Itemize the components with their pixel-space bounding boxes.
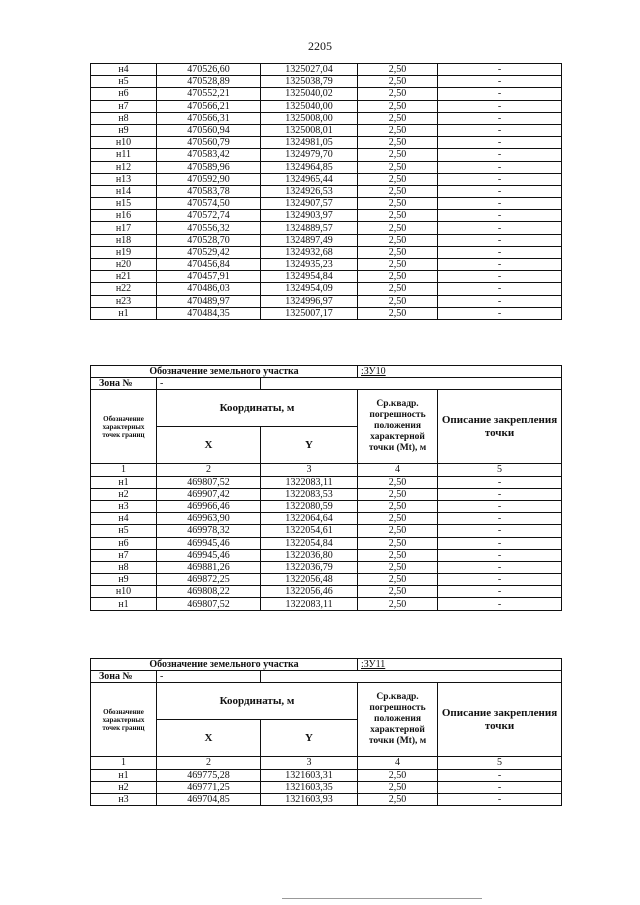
point-id-cell: н4 [91, 64, 157, 76]
x-cell: 470552,21 [157, 88, 261, 100]
point-id-cell: н2 [91, 488, 157, 500]
x-cell: 469978,32 [157, 525, 261, 537]
error-cell: 2,50 [358, 173, 438, 185]
point-id-cell: н21 [91, 271, 157, 283]
point-id-cell: н22 [91, 283, 157, 295]
point-id-cell: н15 [91, 198, 157, 210]
col-number: 1 [91, 757, 157, 769]
y-cell: 1324954,09 [261, 283, 358, 295]
error-cell: 2,50 [358, 76, 438, 88]
error-cell: 2,50 [358, 112, 438, 124]
table-row [91, 173, 562, 185]
description-cell: - [438, 561, 562, 573]
point-id-cell: н23 [91, 295, 157, 307]
error-cell: 2,50 [358, 781, 438, 793]
error-cell: 2,50 [358, 769, 438, 781]
plot-code: :ЗУ11 [358, 659, 562, 671]
table-row [91, 210, 562, 222]
y-cell: 1325008,00 [261, 112, 358, 124]
table-row [91, 149, 562, 161]
point-id-cell: н18 [91, 234, 157, 246]
y-cell: 1322036,80 [261, 549, 358, 561]
y-cell: 1322080,59 [261, 500, 358, 512]
description-cell: - [438, 793, 562, 805]
description-cell: - [438, 137, 562, 149]
point-id-cell: н7 [91, 549, 157, 561]
table-row [91, 500, 562, 512]
y-cell: 1324903,97 [261, 210, 358, 222]
x-cell: 469872,25 [157, 574, 261, 586]
description-cell: - [438, 124, 562, 136]
description-cell: - [438, 598, 562, 610]
point-id-cell: н2 [91, 781, 157, 793]
x-cell: 470457,91 [157, 271, 261, 283]
x-cell: 469881,26 [157, 561, 261, 573]
y-cell: 1322083,11 [261, 598, 358, 610]
point-id-cell: н10 [91, 586, 157, 598]
error-cell: 2,50 [358, 100, 438, 112]
y-cell: 1325027,04 [261, 64, 358, 76]
y-cell: 1324981,05 [261, 137, 358, 149]
col-number: 5 [438, 464, 562, 476]
point-id-cell: н17 [91, 222, 157, 234]
col-number: 2 [157, 757, 261, 769]
description-cell: - [438, 210, 562, 222]
y-cell: 1322083,11 [261, 476, 358, 488]
y-cell: 1322054,61 [261, 525, 358, 537]
point-id-cell: н20 [91, 259, 157, 271]
error-cell: 2,50 [358, 210, 438, 222]
error-cell: 2,50 [358, 549, 438, 561]
point-id-cell: н9 [91, 124, 157, 136]
x-cell: 469945,46 [157, 549, 261, 561]
x-cell: 470566,31 [157, 112, 261, 124]
point-id-cell: н3 [91, 500, 157, 512]
table-row [91, 574, 562, 586]
x-cell: 469907,42 [157, 488, 261, 500]
table-row [91, 76, 562, 88]
description-cell: - [438, 222, 562, 234]
description-cell: - [438, 198, 562, 210]
error-cell: 2,50 [358, 246, 438, 258]
col-number: 3 [261, 464, 358, 476]
description-cell: - [438, 295, 562, 307]
error-cell: 2,50 [358, 537, 438, 549]
x-cell: 470526,60 [157, 64, 261, 76]
point-id-cell: н11 [91, 149, 157, 161]
y-cell: 1321603,31 [261, 769, 358, 781]
description-cell: - [438, 112, 562, 124]
description-header: Описание закрепления точки [438, 390, 562, 464]
plot-zu11-table [90, 658, 562, 806]
coordinates-header: Координаты, м [157, 683, 358, 720]
error-cell: 2,50 [358, 793, 438, 805]
error-cell: 2,50 [358, 161, 438, 173]
plot-zu10-table [90, 365, 562, 611]
plot-label: Обозначение земельного участка [91, 366, 358, 378]
description-cell: - [438, 586, 562, 598]
y-cell: 1324964,85 [261, 161, 358, 173]
x-cell: 469963,90 [157, 513, 261, 525]
point-id-cell: н8 [91, 112, 157, 124]
x-cell: 470583,42 [157, 149, 261, 161]
description-cell: - [438, 149, 562, 161]
table-row [91, 586, 562, 598]
error-cell: 2,50 [358, 525, 438, 537]
error-cell: 2,50 [358, 124, 438, 136]
description-cell: - [438, 513, 562, 525]
zone-value: - [157, 378, 261, 390]
table-row [91, 476, 562, 488]
point-id-cell: н1 [91, 476, 157, 488]
description-cell: - [438, 769, 562, 781]
scan-edge-line [282, 898, 482, 899]
y-cell: 1325038,79 [261, 76, 358, 88]
table-row [91, 283, 562, 295]
y-cell: 1322083,53 [261, 488, 358, 500]
zone-label: Зона № [91, 378, 157, 390]
y-cell: 1324897,49 [261, 234, 358, 246]
x-cell: 470560,79 [157, 137, 261, 149]
table-row [91, 307, 562, 319]
table-row [91, 88, 562, 100]
y-cell: 1322056,48 [261, 574, 358, 586]
y-cell: 1324996,97 [261, 295, 358, 307]
description-cell: - [438, 307, 562, 319]
error-cell: 2,50 [358, 476, 438, 488]
error-cell: 2,50 [358, 574, 438, 586]
error-cell: 2,50 [358, 500, 438, 512]
description-cell: - [438, 476, 562, 488]
x-cell: 470583,78 [157, 185, 261, 197]
table-row [91, 259, 562, 271]
error-cell: 2,50 [358, 271, 438, 283]
error-cell: 2,50 [358, 307, 438, 319]
y-cell: 1325008,01 [261, 124, 358, 136]
table-row [91, 537, 562, 549]
point-id-cell: н8 [91, 561, 157, 573]
x-cell: 470556,32 [157, 222, 261, 234]
point-id-cell: н3 [91, 793, 157, 805]
y-cell: 1321603,35 [261, 781, 358, 793]
point-id-cell: н5 [91, 76, 157, 88]
error-cell: 2,50 [358, 598, 438, 610]
description-cell: - [438, 100, 562, 112]
table-row [91, 137, 562, 149]
x-cell: 470486,03 [157, 283, 261, 295]
x-header: X [157, 427, 261, 464]
point-id-cell: н10 [91, 137, 157, 149]
y-cell: 1321603,93 [261, 793, 358, 805]
error-cell: 2,50 [358, 234, 438, 246]
y-cell: 1325040,02 [261, 88, 358, 100]
description-cell: - [438, 173, 562, 185]
description-cell: - [438, 574, 562, 586]
error-cell: 2,50 [358, 283, 438, 295]
table-row [91, 198, 562, 210]
coordinates-table-continued [90, 63, 562, 320]
x-cell: 469807,52 [157, 476, 261, 488]
description-header: Описание закрепления точки [438, 683, 562, 757]
x-cell: 470589,96 [157, 161, 261, 173]
x-header: X [157, 720, 261, 757]
description-cell: - [438, 88, 562, 100]
point-id-cell: н5 [91, 525, 157, 537]
y-header: Y [261, 720, 358, 757]
point-id-cell: н1 [91, 307, 157, 319]
plot-label: Обозначение земельного участка [91, 659, 358, 671]
col-number: 4 [358, 464, 438, 476]
y-cell: 1322054,84 [261, 537, 358, 549]
table-row [91, 513, 562, 525]
y-header: Y [261, 427, 358, 464]
table-row [91, 769, 562, 781]
point-id-cell: н14 [91, 185, 157, 197]
x-cell: 469966,46 [157, 500, 261, 512]
error-cell: 2,50 [358, 513, 438, 525]
table-row [91, 561, 562, 573]
x-cell: 469945,46 [157, 537, 261, 549]
x-cell: 469807,52 [157, 598, 261, 610]
table-row [91, 161, 562, 173]
zone-label: Зона № [91, 671, 157, 683]
table-row [91, 549, 562, 561]
error-header: Ср.квадр. погрешность положения характерной точки (Mt), м [358, 390, 438, 464]
table-row [91, 793, 562, 805]
error-cell: 2,50 [358, 586, 438, 598]
error-cell: 2,50 [358, 561, 438, 573]
x-cell: 470574,50 [157, 198, 261, 210]
col-number: 5 [438, 757, 562, 769]
x-cell: 469775,28 [157, 769, 261, 781]
x-cell: 470456,84 [157, 259, 261, 271]
x-cell: 470529,42 [157, 246, 261, 258]
x-cell: 470592,90 [157, 173, 261, 185]
zone-value: - [157, 671, 261, 683]
description-cell: - [438, 64, 562, 76]
point-id-cell: н4 [91, 513, 157, 525]
y-cell: 1324889,57 [261, 222, 358, 234]
point-id-cell: н13 [91, 173, 157, 185]
table-row [91, 246, 562, 258]
x-cell: 470489,97 [157, 295, 261, 307]
description-cell: - [438, 234, 562, 246]
table-row [91, 64, 562, 76]
error-cell: 2,50 [358, 488, 438, 500]
y-cell: 1324979,70 [261, 149, 358, 161]
description-cell: - [438, 271, 562, 283]
plot-code: :ЗУ10 [358, 366, 562, 378]
description-cell: - [438, 76, 562, 88]
y-cell: 1322056,46 [261, 586, 358, 598]
point-id-cell: н1 [91, 598, 157, 610]
point-id-cell: н6 [91, 88, 157, 100]
table-row [91, 488, 562, 500]
x-cell: 470572,74 [157, 210, 261, 222]
description-cell: - [438, 283, 562, 295]
point-id-cell: н12 [91, 161, 157, 173]
y-cell: 1324935,23 [261, 259, 358, 271]
description-cell: - [438, 781, 562, 793]
x-cell: 470528,70 [157, 234, 261, 246]
error-cell: 2,50 [358, 222, 438, 234]
y-cell: 1324907,57 [261, 198, 358, 210]
point-designation-header: Обозначение характерных точек границ [91, 390, 157, 464]
description-cell: - [438, 161, 562, 173]
x-cell: 470484,35 [157, 307, 261, 319]
table-row [91, 295, 562, 307]
table-row [91, 598, 562, 610]
error-cell: 2,50 [358, 295, 438, 307]
point-id-cell: н6 [91, 537, 157, 549]
y-cell: 1325040,00 [261, 100, 358, 112]
col-number: 3 [261, 757, 358, 769]
x-cell: 470528,89 [157, 76, 261, 88]
point-id-cell: н16 [91, 210, 157, 222]
y-cell: 1324965,44 [261, 173, 358, 185]
error-cell: 2,50 [358, 88, 438, 100]
y-cell: 1325007,17 [261, 307, 358, 319]
y-cell: 1324932,68 [261, 246, 358, 258]
col-number: 1 [91, 464, 157, 476]
col-number: 2 [157, 464, 261, 476]
description-cell: - [438, 488, 562, 500]
description-cell: - [438, 500, 562, 512]
table-row [91, 112, 562, 124]
description-cell: - [438, 185, 562, 197]
coordinates-header: Координаты, м [157, 390, 358, 427]
table-row [91, 781, 562, 793]
error-header: Ср.квадр. погрешность положения характерной точки (Mt), м [358, 683, 438, 757]
point-id-cell: н9 [91, 574, 157, 586]
table-row [91, 234, 562, 246]
table-row [91, 124, 562, 136]
x-cell: 469808,22 [157, 586, 261, 598]
x-cell: 469771,25 [157, 781, 261, 793]
point-designation-header: Обозначение характерных точек границ [91, 683, 157, 757]
table-row [91, 100, 562, 112]
error-cell: 2,50 [358, 137, 438, 149]
description-cell: - [438, 259, 562, 271]
description-cell: - [438, 549, 562, 561]
x-cell: 470566,21 [157, 100, 261, 112]
y-cell: 1322064,64 [261, 513, 358, 525]
point-id-cell: н19 [91, 246, 157, 258]
y-cell: 1322036,79 [261, 561, 358, 573]
y-cell: 1324926,53 [261, 185, 358, 197]
description-cell: - [438, 537, 562, 549]
col-number: 4 [358, 757, 438, 769]
error-cell: 2,50 [358, 149, 438, 161]
y-cell: 1324954,84 [261, 271, 358, 283]
description-cell: - [438, 525, 562, 537]
table-row [91, 222, 562, 234]
error-cell: 2,50 [358, 64, 438, 76]
x-cell: 469704,85 [157, 793, 261, 805]
error-cell: 2,50 [358, 259, 438, 271]
point-id-cell: н1 [91, 769, 157, 781]
table-row [91, 185, 562, 197]
page-number: 2205 [308, 39, 332, 53]
table-row [91, 525, 562, 537]
table-row [91, 271, 562, 283]
point-id-cell: н7 [91, 100, 157, 112]
description-cell: - [438, 246, 562, 258]
error-cell: 2,50 [358, 185, 438, 197]
error-cell: 2,50 [358, 198, 438, 210]
x-cell: 470560,94 [157, 124, 261, 136]
